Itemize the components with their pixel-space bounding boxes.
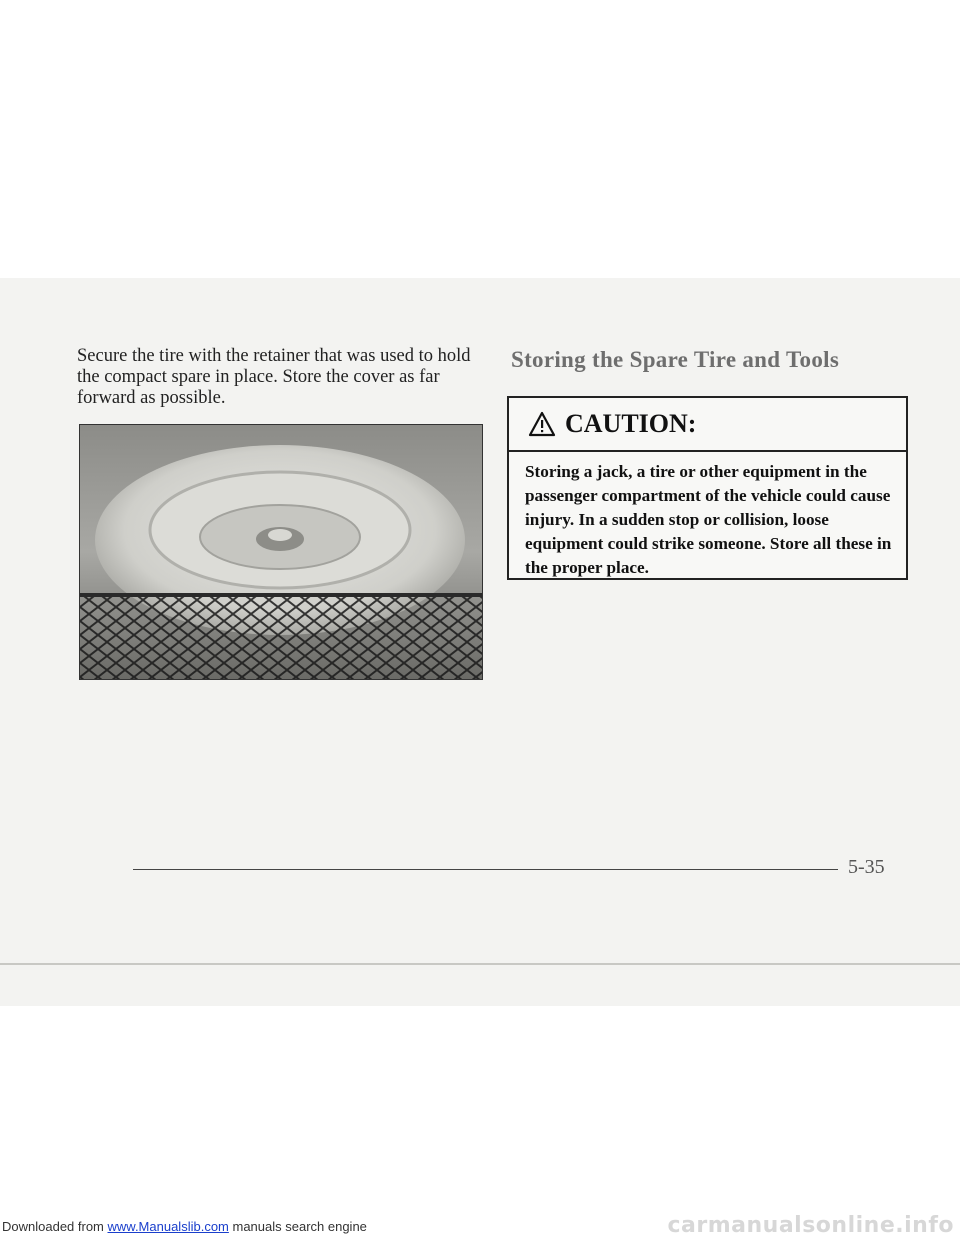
caution-header	[509, 398, 906, 452]
warning-triangle-icon	[528, 411, 556, 437]
manualslib-link[interactable]: www.Manualslib.com	[107, 1219, 229, 1234]
body-paragraph: Secure the tire with the retainer that was used to hold the compact spare in place. Store the cover as far forward as possible.	[77, 346, 471, 408]
spare-tire-photo	[79, 424, 483, 680]
caution-text: Storing a jack, a tire or other equipment in the passenger compartment of the vehicle could cause injury. In a sudden stop or collision, loose equipment could strike someone. Store all these in the proper place.	[525, 462, 892, 577]
page-bottom-divider	[0, 963, 960, 965]
watermark-suffix: manuals search engine	[228, 1219, 367, 1234]
page-number: 5-35	[848, 856, 885, 878]
caution-title: CAUTION:	[565, 409, 697, 438]
download-watermark	[2, 1219, 367, 1234]
site-watermark: carmanualsonline.info	[667, 1213, 954, 1238]
watermark-prefix: Downloaded from	[2, 1219, 108, 1234]
section-heading: Storing the Spare Tire and Tools	[511, 347, 840, 372]
caution-box	[507, 396, 908, 580]
footer-divider	[133, 869, 838, 870]
